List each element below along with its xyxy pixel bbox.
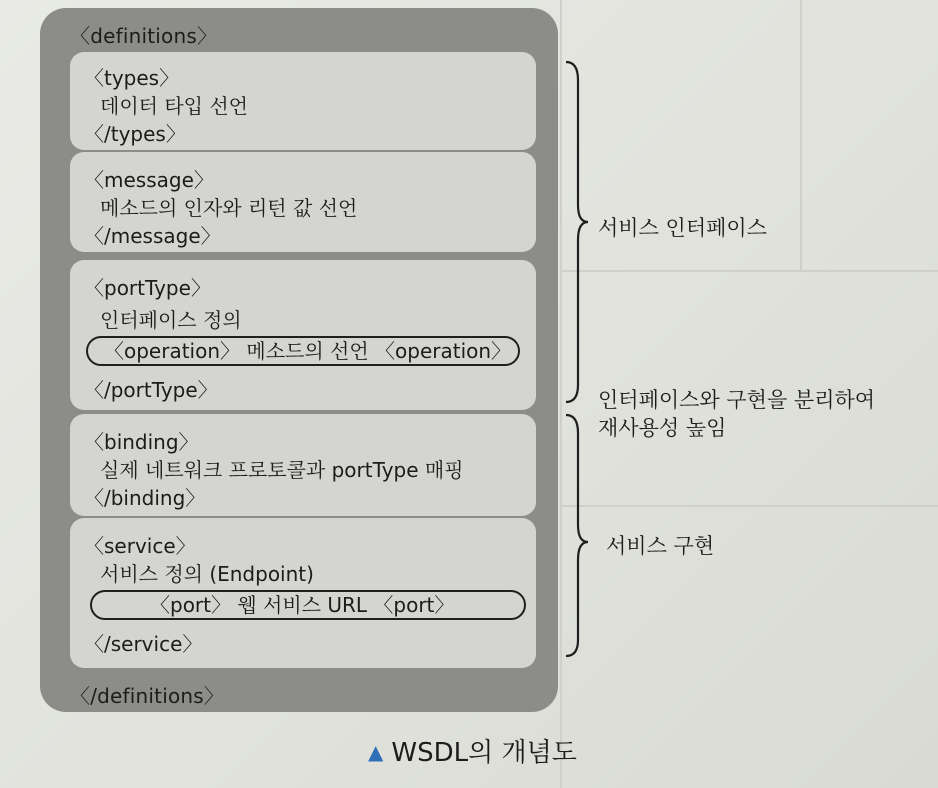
port-pill: 〈port〉 웹 서비스 URL 〈port〉 [90, 590, 526, 620]
service-close-tag: 〈/service〉 [84, 632, 203, 656]
porttype-description: 인터페이스 정의 [100, 308, 242, 332]
porttype-close-tag: 〈/portType〉 [84, 378, 218, 402]
separation-note-line2: 재사용성 높임 [598, 416, 727, 440]
interface-brace [566, 62, 588, 402]
types-description: 데이터 타입 선언 [100, 94, 248, 118]
porttype-open-tag: 〈portType〉 [84, 276, 211, 300]
message-close-tag: 〈/message〉 [84, 224, 221, 248]
binding-open-tag: 〈binding〉 [84, 430, 199, 454]
service-open-tag: 〈service〉 [84, 534, 196, 558]
message-description: 메소드의 인자와 리턴 값 선언 [100, 196, 358, 220]
separation-note-line1: 인터페이스와 구현을 분리하여 [598, 388, 876, 412]
definitions-close-tag: 〈/definitions〉 [70, 684, 225, 708]
figure-caption [368, 732, 577, 769]
types-open-tag: 〈types〉 [84, 66, 180, 90]
caption-text: WSDL의 개념도 [391, 738, 577, 768]
message-open-tag: 〈message〉 [84, 168, 214, 192]
service-interface-label: 서비스 인터페이스 [598, 216, 767, 240]
definitions-open-tag: 〈definitions〉 [70, 24, 218, 48]
operation-pill: 〈operation〉 메소드의 선언 〈operation〉 [86, 336, 520, 366]
types-close-tag: 〈/types〉 [84, 122, 186, 146]
service-description: 서비스 정의 (Endpoint) [100, 562, 314, 586]
triangle-icon: ▲ [368, 740, 384, 764]
service-implementation-label: 서비스 구현 [606, 534, 715, 558]
binding-close-tag: 〈/binding〉 [84, 486, 206, 510]
binding-description: 실제 네트워크 프로토콜과 portType 매핑 [100, 458, 464, 482]
implementation-brace [566, 415, 588, 656]
